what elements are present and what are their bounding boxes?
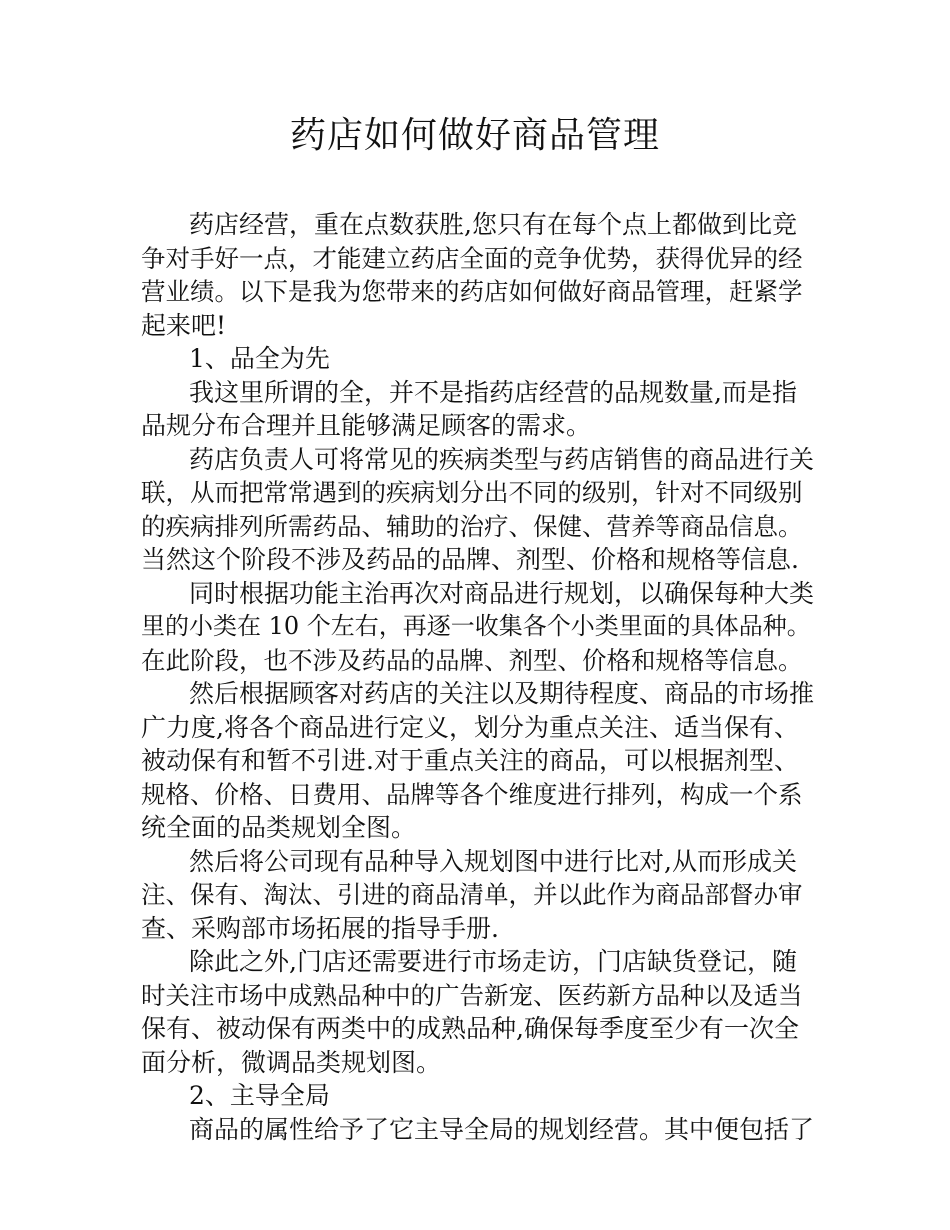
text-line: 时关注市场中成熟品种中的广告新宠、医药新方品种以及适当 [141, 980, 803, 1010]
text-line: 药店经营，重在点数获胜,您只有在每个点上都做到比竞 [189, 210, 797, 239]
text-line: 在此阶段，也不涉及药品的品牌、剂型、价格和规格等信息。 [141, 645, 803, 675]
text-line: 然后将公司现有品种导入规划图中进行比对,从而形成关 [189, 846, 797, 876]
text-line: 广力度,将各个商品进行定义，划分为重点关注、适当保有、 [141, 712, 799, 742]
text-line: 营业绩。以下是我为您带来的药店如何做好商品管理，赶紧学 [141, 277, 803, 306]
text-line: 的疾病排列所需药品、辅助的治疗、保健、营养等商品信息。 [141, 511, 803, 541]
text-line: 我这里所谓的全，并不是指药店经营的品规数量,而是指 [189, 377, 797, 407]
text-line: 商品的属性给予了它主导全局的规划经营。其中便包括了 [189, 1114, 815, 1144]
text-line: 除此之外,门店还需要进行市场走访，门店缺货登记，随 [189, 947, 797, 976]
text-line: 规格、价格、日费用、品牌等各个维度进行排列，构成一个系 [141, 779, 803, 809]
text-line: 里的小类在 10 个左右，再逐一收集各个小类里面的具体品种。 [141, 612, 811, 640]
text-line: 争对手好一点，才能建立药店全面的竞争优势，获得优异的经 [141, 243, 803, 273]
text-line: 同时根据功能主治再次对商品进行规划，以确保每种大类 [189, 578, 815, 608]
text-line: 注、保有、淘汰、引进的商品清单，并以此作为商品部督办审 [141, 880, 803, 909]
text-line: 统全面的品类规划全图。 [141, 813, 417, 842]
text-line: 查、采购部市场拓展的指导手册. [141, 913, 499, 943]
text-line: 起来吧! [141, 310, 227, 340]
text-line: 然后根据顾客对药店的关注以及期待程度、商品的市场推 [189, 679, 815, 708]
text-line: 被动保有和暂不引进.对于重点关注的商品，可以根据剂型、 [141, 746, 799, 775]
text-line: 药店负责人可将常见的疾病类型与药店销售的商品进行关 [189, 444, 815, 474]
text-line: 当然这个阶段不涉及药品的品牌、剂型、价格和规格等信息. [141, 545, 799, 574]
page-title: 药店如何做好商品管理 [289, 115, 660, 156]
text-line: 品规分布合理并且能够满足顾客的需求。 [141, 411, 592, 440]
text-line: 联，从而把常常遇到的疾病划分出不同的级别，针对不同级别 [141, 478, 803, 507]
document-body [141, 208, 816, 1146]
text-line: 1、品全为先 [189, 344, 330, 373]
text-line: 2、主导全局 [189, 1081, 330, 1110]
text-line: 保有、被动保有两类中的成熟品种,确保每季度至少有一次全 [141, 1014, 799, 1043]
text-line: 面分析，微调品类规划图。 [141, 1047, 442, 1077]
